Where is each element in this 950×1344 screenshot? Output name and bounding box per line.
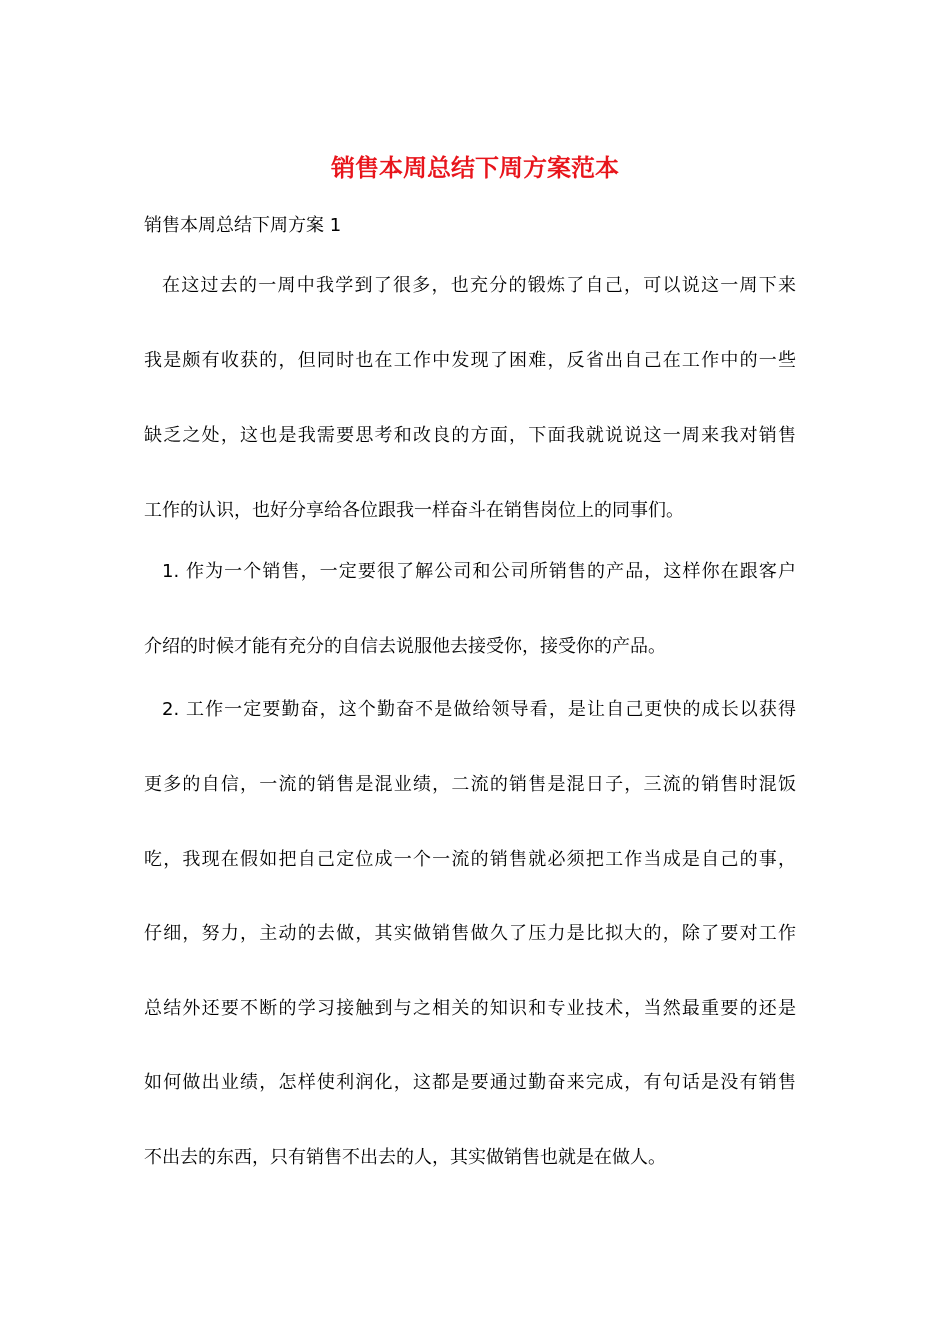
paragraph-line: 我是颇有收获的，但同时也在工作中发现了困难，反省出自己在工作中的一些 <box>144 350 796 371</box>
list-item-line: 总结外还要不断的学习接触到与之相关的知识和专业技术，当然最重要的还是 <box>144 998 796 1019</box>
document-title: 销售本周总结下周方案范本 <box>331 153 619 182</box>
list-item-line: 吃，我现在假如把自己定位成一个一流的销售就必须把工作当成是自己的事， <box>144 849 796 870</box>
list-item-line: 不出去的东西，只有销售不出去的人，其实做销售也就是在做人。 <box>144 1147 666 1168</box>
list-item-line: 仔细，努力，主动的去做，其实做销售做久了压力是比拟大的，除了要对工作 <box>144 923 796 944</box>
list-item-line: 更多的自信，一流的销售是混业绩，二流的销售是混日子，三流的销售时混饭 <box>144 774 796 795</box>
list-item-line: 如何做出业绩，怎样使利润化，这都是要通过勤奋来完成，有句话是没有销售 <box>144 1072 796 1093</box>
paragraph-line: 缺乏之处，这也是我需要思考和改良的方面，下面我就说说这一周来我对销售 <box>144 425 796 446</box>
list-item-line: 1. 作为一个销售，一定要很了解公司和公司所销售的产品，这样你在跟客户 <box>162 561 796 582</box>
list-item-line: 2. 工作一定要勤奋，这个勤奋不是做给领导看，是让自己更快的成长以获得 <box>162 699 796 720</box>
section-heading: 销售本周总结下周方案 1 <box>144 215 342 236</box>
list-item-line: 介绍的时候才能有充分的自信去说服他去接受你，接受你的产品。 <box>144 636 666 657</box>
paragraph-line: 在这过去的一周中我学到了很多，也充分的锻炼了自己，可以说这一周下来 <box>162 275 796 296</box>
paragraph-line: 工作的认识，也好分享给各位跟我一样奋斗在销售岗位上的同事们。 <box>144 500 684 521</box>
